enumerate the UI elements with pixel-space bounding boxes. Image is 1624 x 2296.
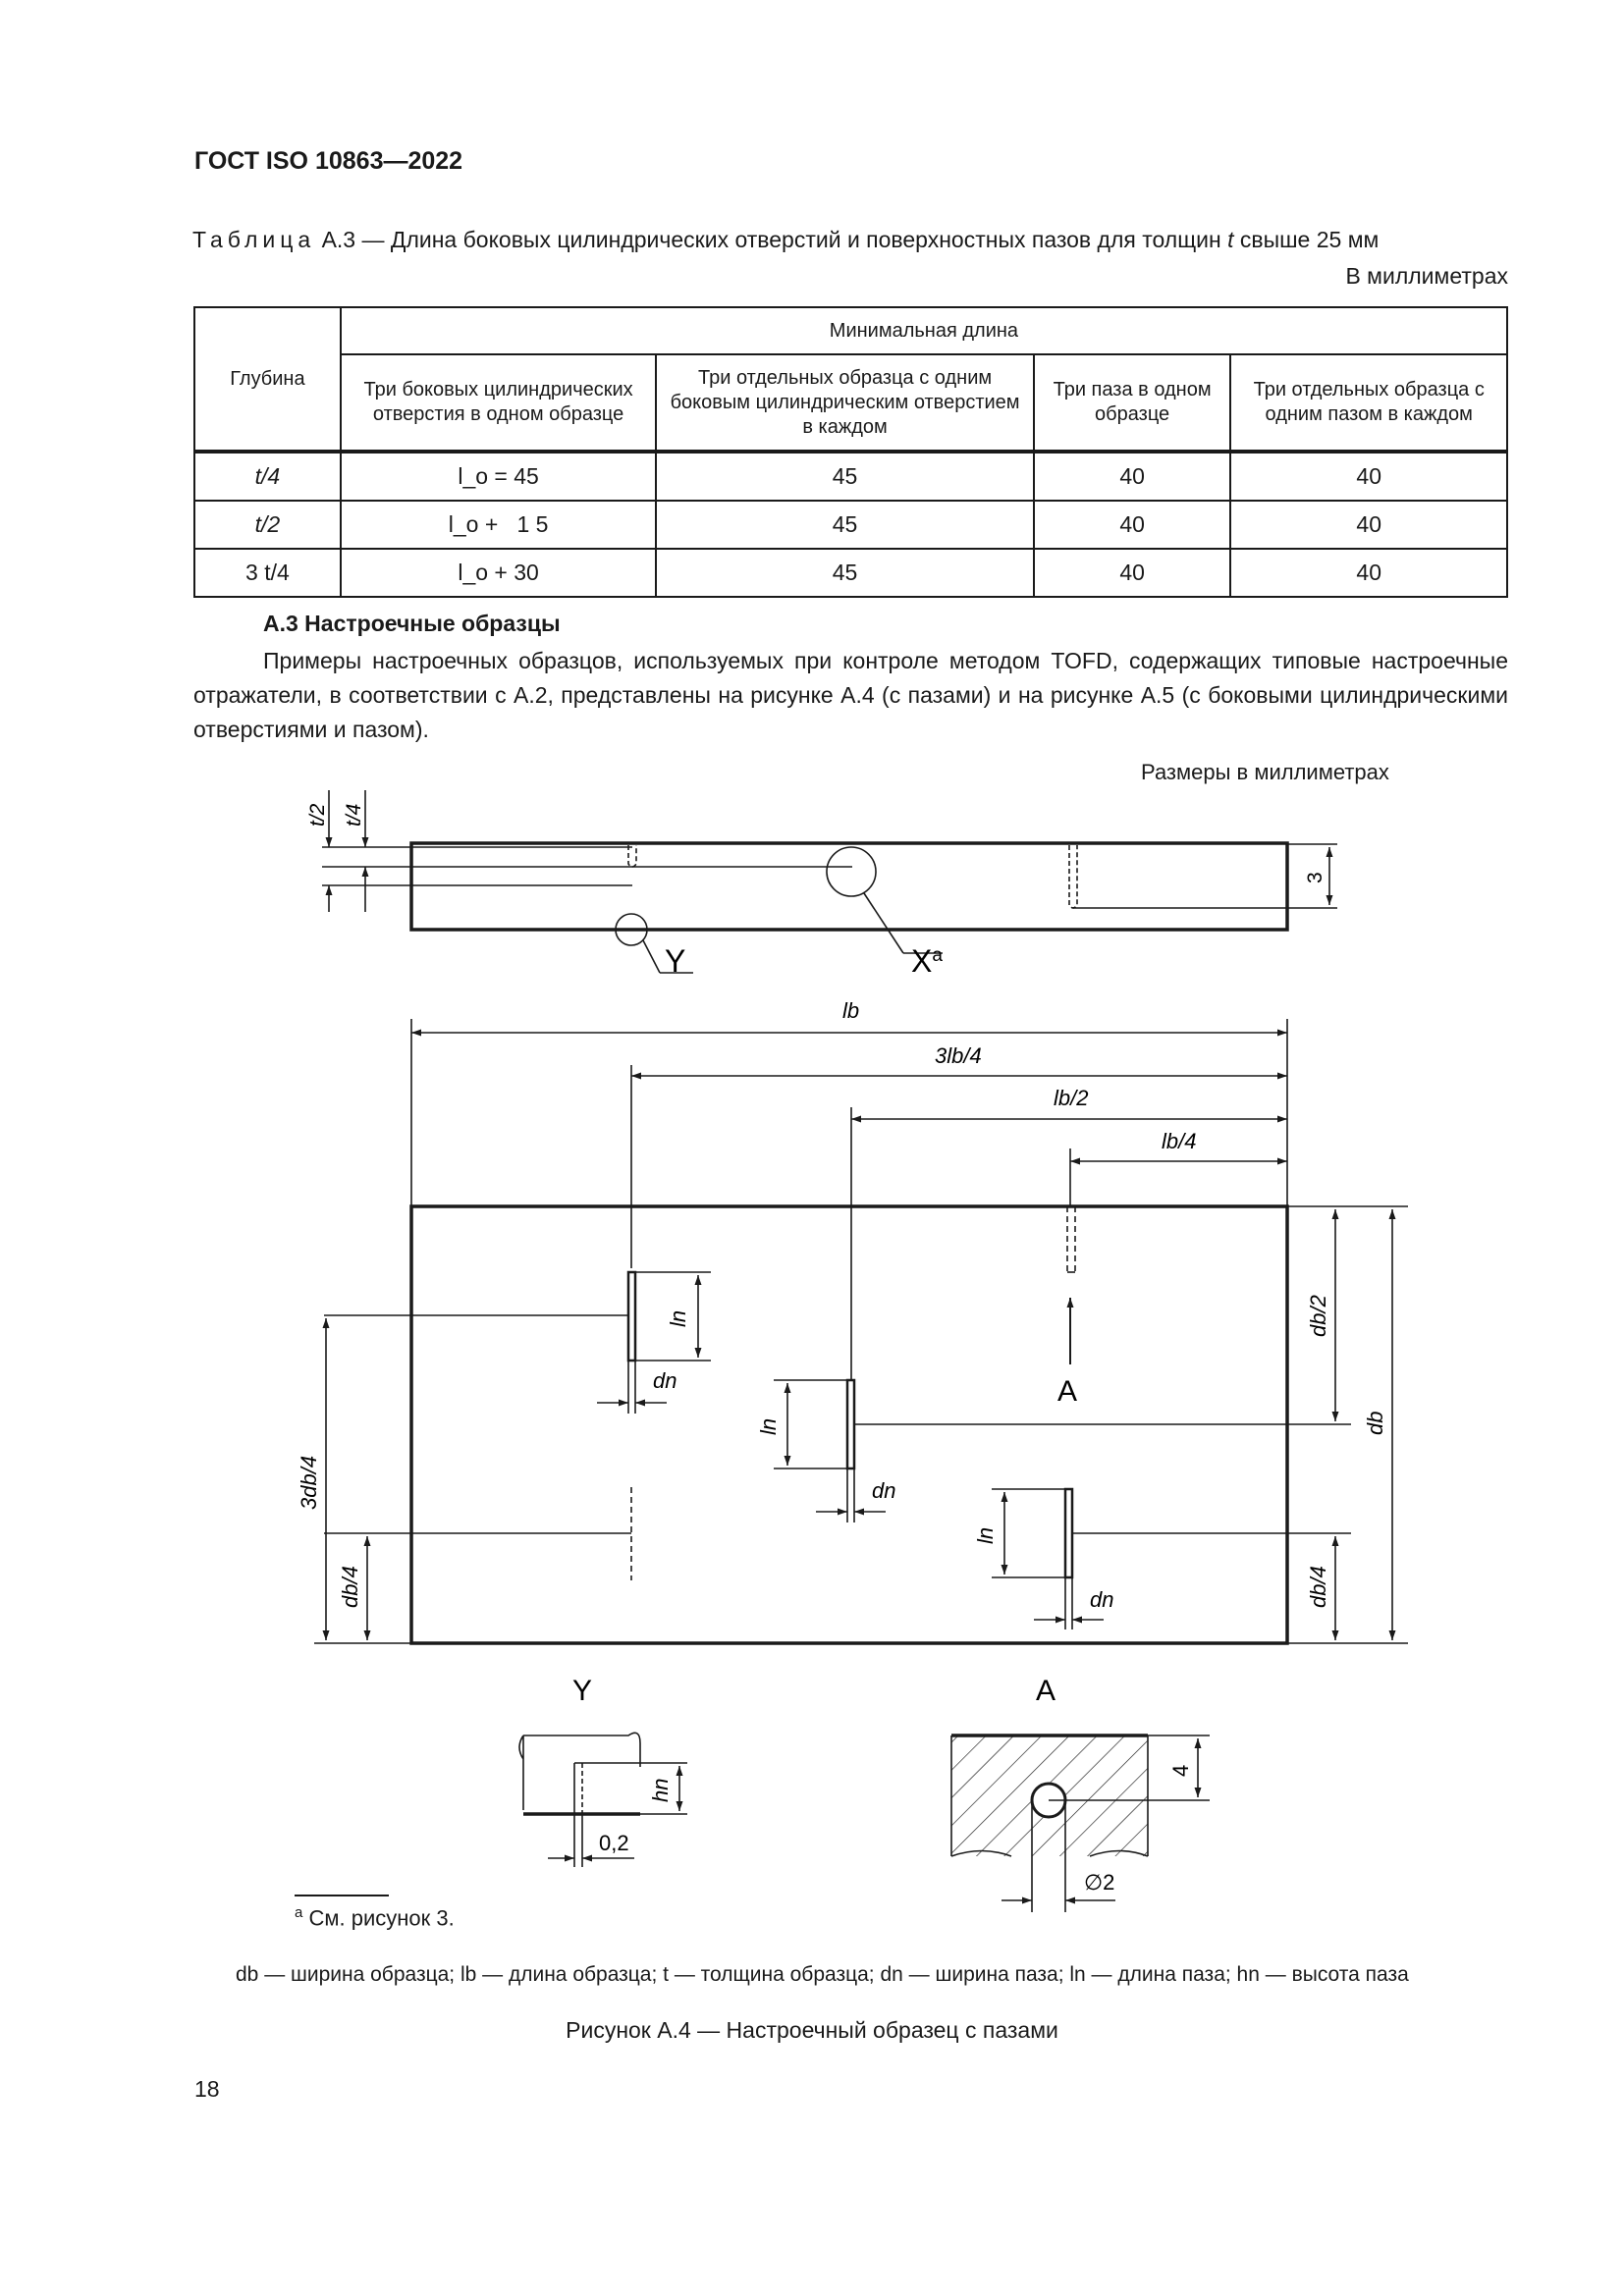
dim-dn-label-2: dn: [872, 1478, 896, 1503]
label-x-sup: a: [932, 945, 943, 966]
label-y: Y: [665, 943, 686, 979]
header-col3: Три паза в одном образце: [1034, 354, 1231, 452]
table-caption-tail: свыше 25 мм: [1233, 227, 1380, 252]
header-depth: Глубина: [194, 307, 341, 452]
page-number: 18: [194, 2076, 220, 2102]
cell-depth: t/2: [194, 501, 341, 549]
dim-db2-label: db/2: [1306, 1295, 1330, 1337]
cell-c2: 45: [656, 452, 1033, 501]
dim-d2-label: ∅2: [1084, 1870, 1115, 1895]
header-col1: Три боковых цилиндрических отверстия в одном образце: [341, 354, 657, 452]
dim-lb4-label: lb/4: [1162, 1129, 1197, 1153]
cell-c3: 40: [1034, 452, 1231, 501]
footnote-text: См. рисунок 3.: [308, 1905, 455, 1931]
dim-t2-label: t/2: [306, 803, 329, 827]
detail-a: [951, 1735, 1210, 1912]
detail-a-title: A: [1036, 1675, 1056, 1707]
header-min-length: Минимальная длина: [341, 307, 1507, 354]
dim-3db4-label: 3db/4: [297, 1455, 321, 1510]
dim-4-label: 4: [1168, 1764, 1193, 1777]
document-header: ГОСТ ISO 10863—2022: [194, 147, 463, 175]
cell-c1: l_o = 45: [341, 452, 657, 501]
cell-depth: 3 t/4: [194, 549, 341, 597]
label-x: [911, 943, 943, 979]
section-heading: А.3 Настроечные образцы: [263, 611, 561, 636]
dim-02-label: 0,2: [599, 1831, 629, 1855]
dim-dn-label-3: dn: [1090, 1587, 1114, 1612]
cell-depth: t/4: [194, 452, 341, 501]
figure-legend: db — ширина образца; lb — длина образца; t — толщина образца; dn — ширина паза; ln — длина паза; hn — высота паза: [236, 1963, 1409, 1986]
sizes-note: Размеры в миллиметрах: [1141, 760, 1389, 784]
section-paragraph-text: Примеры настроечных образцов, используемых при контроле методом TOFD, содержащих типовые настроечные отражатели, в соответствии с А.2, представлены на рисунке А.4 (с пазами) и на рисунке А.5 (с боковыми цилиндрическими отверстиями и пазом).: [193, 648, 1508, 742]
dim-lb2-label: lb/2: [1054, 1086, 1089, 1110]
footnote-mark: a: [295, 1904, 303, 1921]
dim-ln-label-1: ln: [666, 1309, 690, 1327]
dim-3lb4-label: 3lb/4: [935, 1043, 982, 1068]
table-caption-var: t: [1227, 227, 1234, 252]
dim-ln-label-2: ln: [756, 1417, 781, 1435]
dim-dn-label-1: dn: [653, 1368, 677, 1393]
cell-c3: 40: [1034, 501, 1231, 549]
top-view: [322, 790, 1337, 973]
footnote-rule: [295, 1895, 389, 1896]
dim-db-label: db: [1363, 1411, 1387, 1435]
table-caption-text: — Длина боковых цилиндрических отверстий и поверхностных пазов для толщин: [355, 227, 1228, 252]
header-col2: Три отдельных образца с одним боковым цилиндрическим отверстием в каждом: [656, 354, 1033, 452]
dim-t4-label: t/4: [343, 803, 365, 827]
cell-c4: 40: [1230, 501, 1507, 549]
cell-c1: l_o + 1 5: [341, 501, 657, 549]
dim-hn-label: hn: [648, 1778, 673, 1802]
dim-ln-label-3: ln: [973, 1526, 998, 1544]
table-caption-number: А.3: [321, 227, 356, 252]
dim-lb-label: lb: [842, 998, 860, 1023]
cell-c4: 40: [1230, 549, 1507, 597]
figure-caption: Рисунок А.4 — Настроечный образец с пазами: [566, 2017, 1058, 2043]
table-units: В миллиметрах: [1345, 263, 1508, 289]
dim-db4-label-right: db/4: [1306, 1566, 1330, 1608]
label-x-main: X: [911, 943, 933, 979]
table-caption-prefix: Таблица: [192, 227, 316, 252]
dim-db4-label-left: db/4: [338, 1566, 362, 1608]
footnote: [295, 1904, 455, 1931]
cell-c1: l_o + 30: [341, 549, 657, 597]
plan-view: [314, 1019, 1408, 1643]
cell-c2: 45: [656, 501, 1033, 549]
cell-c4: 40: [1230, 452, 1507, 501]
header-col4: Три отдельных образца с одним пазом в каждом: [1230, 354, 1507, 452]
detail-y-title: Y: [572, 1675, 593, 1707]
cell-c3: 40: [1034, 549, 1231, 597]
cell-c2: 45: [656, 549, 1033, 597]
dim-3-label: 3: [1304, 872, 1326, 883]
label-a-arrow: A: [1057, 1375, 1078, 1408]
